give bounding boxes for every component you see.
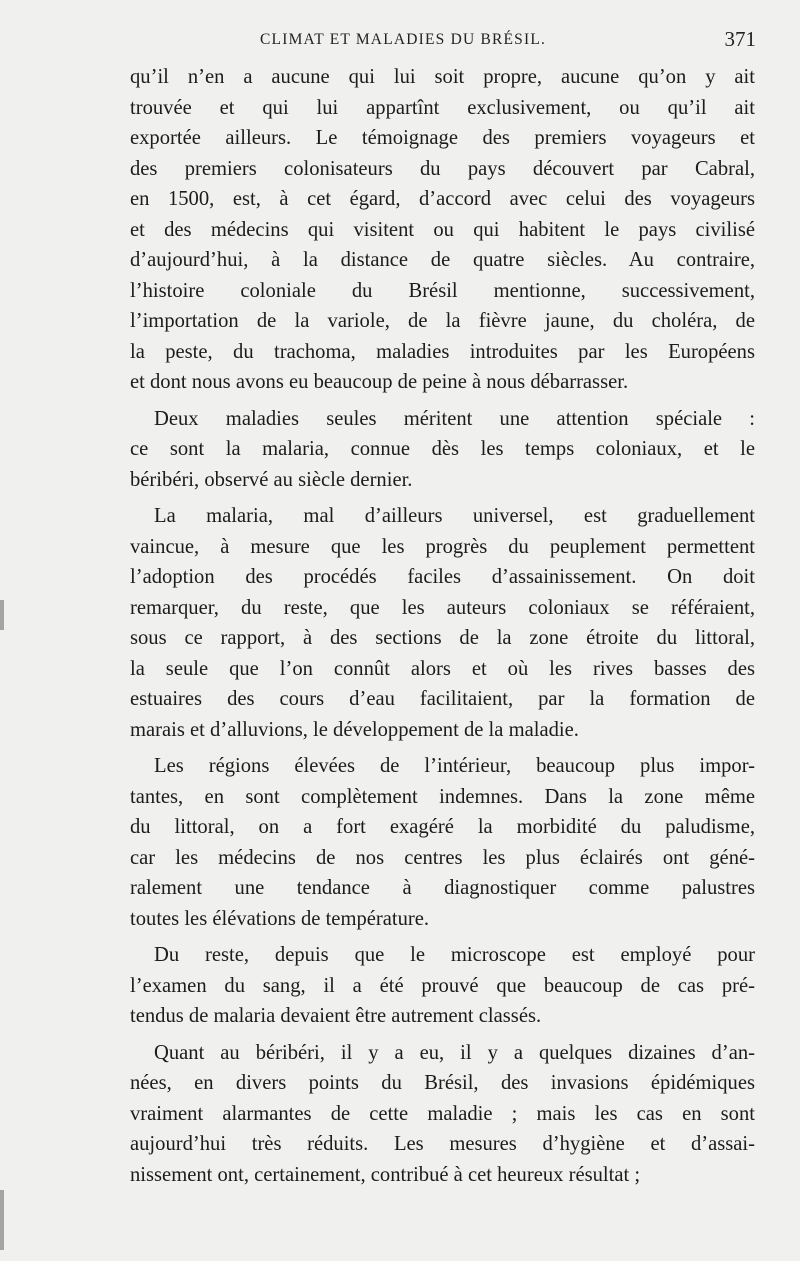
text-line: Les régions élevées de l’intérieur, beaucoup plus impor- (154, 755, 755, 777)
body-text (130, 62, 755, 1190)
paragraph (130, 940, 755, 1032)
text-line: vraiment alarmantes de cette maladie ; mais les cas en sont (130, 1102, 755, 1125)
text-line: et dont nous avons eu beaucoup de peine à nous débarrasser. (130, 371, 629, 393)
text-line: la peste, du trachoma, maladies introduites par les Européens (130, 340, 755, 363)
text-line: marais et d’alluvions, le développement de la maladie. (130, 718, 579, 741)
text-line: nées, en divers points du Brésil, des invasions épidémiques (130, 1072, 755, 1094)
paragraph (130, 62, 755, 398)
text-line: ralement une tendance à diagnostiquer comme palustres (130, 877, 755, 899)
text-line: ce sont la malaria, connue dès les temps coloniaux, et le (130, 438, 755, 460)
text-line: estuaires des cours d’eau facilitaient, par la formation de (130, 688, 755, 710)
text-line: exportée ailleurs. Le témoignage des premiers voyageurs et (130, 127, 755, 149)
text-line: nissement ont, certainement, contribué à cet heureux résultat ; (130, 1163, 641, 1186)
text-line: l’adoption des procédés faciles d’assainissement. On doit (130, 566, 755, 588)
text-line: La malaria, mal d’ailleurs universel, est graduellement (154, 505, 755, 527)
paragraph (130, 751, 755, 934)
text-line: béribéri, observé au siècle dernier. (130, 468, 413, 491)
text-line: vaincue, à mesure que les progrès du peuplement permettent (130, 535, 755, 558)
paragraph (130, 1038, 755, 1191)
text-line: d’aujourd’hui, à la distance de quatre siècles. Au contraire, (130, 249, 755, 271)
text-line: aujourd’hui très réduits. Les mesures d’hygiène et d’assai- (130, 1133, 755, 1155)
text-line: et des médecins qui visitent ou qui habitent le pays civilisé (130, 218, 755, 241)
binding-edge-mark (0, 1190, 4, 1250)
text-line: l’importation de la variole, de la fièvre jaune, du choléra, de (130, 310, 755, 332)
text-line: tendus de malaria devaient être autrement classés. (130, 1005, 542, 1027)
page-number: 371 (724, 27, 756, 51)
text-line: car les médecins de nos centres les plus éclairés ont géné- (130, 846, 755, 869)
text-line: l’examen du sang, il a été prouvé que beaucoup de cas pré- (130, 974, 755, 997)
running-head: CLIMAT ET MALADIES DU BRÉSIL. (260, 31, 547, 48)
text-line: Deux maladies seules méritent une attention spéciale : (154, 407, 755, 430)
paragraph (130, 404, 755, 496)
text-line: Du reste, depuis que le microscope est employé pour (154, 944, 755, 966)
text-line: tantes, en sont complètement indemnes. Dans la zone même (130, 785, 755, 808)
text-line: trouvée et qui lui appartînt exclusivement, ou qu’il ait (130, 96, 755, 119)
page-header (128, 27, 756, 57)
text-line: l’histoire coloniale du Brésil mentionne, successivement, (130, 279, 755, 302)
text-line: remarquer, du reste, que les auteurs coloniaux se référaient, (130, 596, 755, 619)
paragraph (130, 501, 755, 745)
text-line: qu’il n’en a aucune qui lui soit propre, aucune qu’on y ait (130, 66, 755, 88)
text-line: la seule que l’on connût alors et où les rives basses des (130, 657, 755, 680)
text-line: des premiers colonisateurs du pays découvert par Cabral, (130, 157, 755, 180)
text-line: du littoral, on a fort exagéré la morbidité du paludisme, (130, 816, 755, 838)
binding-edge-mark (0, 600, 4, 630)
text-line: Quant au béribéri, il y a eu, il y a quelques dizaines d’an- (154, 1041, 755, 1064)
text-line: toutes les élévations de température. (130, 907, 430, 930)
text-line: en 1500, est, à cet égard, d’accord avec celui des voyageurs (130, 188, 755, 210)
text-line: sous ce rapport, à des sections de la zone étroite du littoral, (130, 627, 755, 649)
